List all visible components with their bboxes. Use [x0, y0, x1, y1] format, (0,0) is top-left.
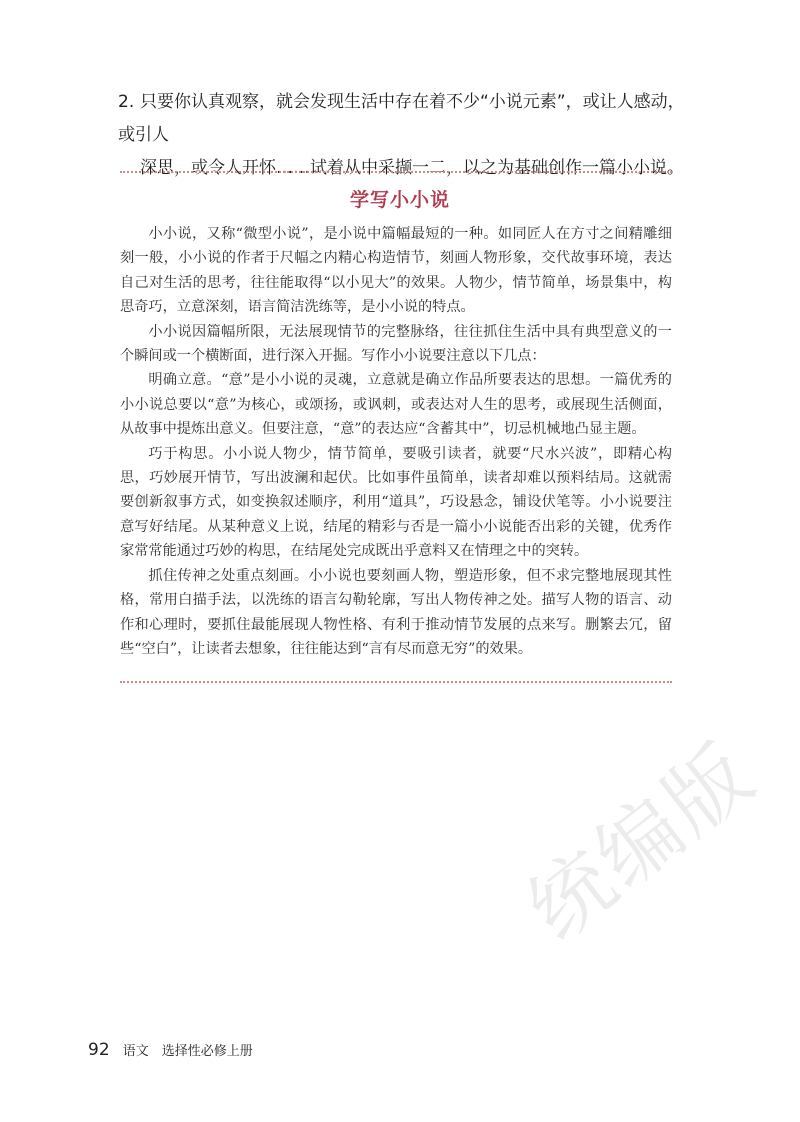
paragraph: 抓住传神之处重点刻画。小小说也要刻画人物，塑造形象，但不求完整地展现其性格，常用白描手法，以洗练的语言勾勒轮廓，写出人物传神之处。描写人物的语言、动作和心理时，要抓住最能展现人物性格、有利于推动情节发展的点来写。删繁去冗，留些“空白”，让读者去想象，往往能达到“言有尽而意无穷”的效果。 — [120, 567, 672, 657]
section-title: 学写小小说 — [349, 189, 450, 211]
paragraph: 小小说，又称“微型小说”，是小说中篇幅最短的一种。如同匠人在方寸之间精雕细刻一般，小小说的作者于尺幅之内精心构造情节，刻画人物形象，交代故事环境，表达自己对生活的思考，往往能取得“以小见大”的效果。人物少，情节简单，场景集中，构思奇巧，立意深刻，语言简洁洗练等，是小小说的特点。 — [120, 226, 672, 316]
task-line-1 — [118, 86, 698, 152]
section-body — [120, 222, 672, 661]
dotted-divider-bottom — [120, 681, 672, 683]
task-number: 2. — [118, 92, 135, 112]
task-line-2: 深思，或令人开怀……试着从中采撷一二，以之为基础创作一篇小小说。 — [140, 158, 684, 178]
dotted-divider-top — [120, 171, 672, 173]
paragraph: 小小说因篇幅所限，无法展现情节的完整脉络，往往抓住生活中具有典型意义的一个瞬间或一个横断面，进行深入开掘。写作小小说要注意以下几点： — [120, 323, 672, 365]
paragraph: 巧于构思。小小说人物少，情节简单，要吸引读者，就要“尺水兴波”，即精心构思，巧妙展开情节，写出波澜和起伏。比如事件虽简单，读者却难以预料结局。这就需要创新叙事方式，如变换叙述顺序，利用“道具”，巧设悬念，铺设伏笔等。小小说要注意写好结尾。从某种意义上说，结尾的精彩与否是一篇小小说能否出彩的关键，优秀作家常常能通过巧妙的构思，在结尾处完成既出乎意料又在情理之中的突转。 — [120, 445, 672, 560]
page-number: 92 — [88, 1040, 110, 1060]
page-footer — [88, 1040, 253, 1060]
book-title: 语文 选择性必修上册 — [122, 1044, 253, 1059]
edition-watermark: 统编版 — [511, 725, 773, 960]
task-text-1: 只要你认真观察，就会发现生活中存在着不少“小说元素”，或让人感动，或引人 — [118, 92, 685, 145]
paragraph: 明确立意。“意”是小小说的灵魂，立意就是确立作品所要表达的思想。一篇优秀的小小说总要以“意”为核心，或颂扬，或讽刺，或表达对人生的思考，或展现生活侧面，从故事中提炼出意义。但要注意，“意”的表达应“含蓄其中”，切忌机械地凸显主题。 — [120, 372, 672, 438]
